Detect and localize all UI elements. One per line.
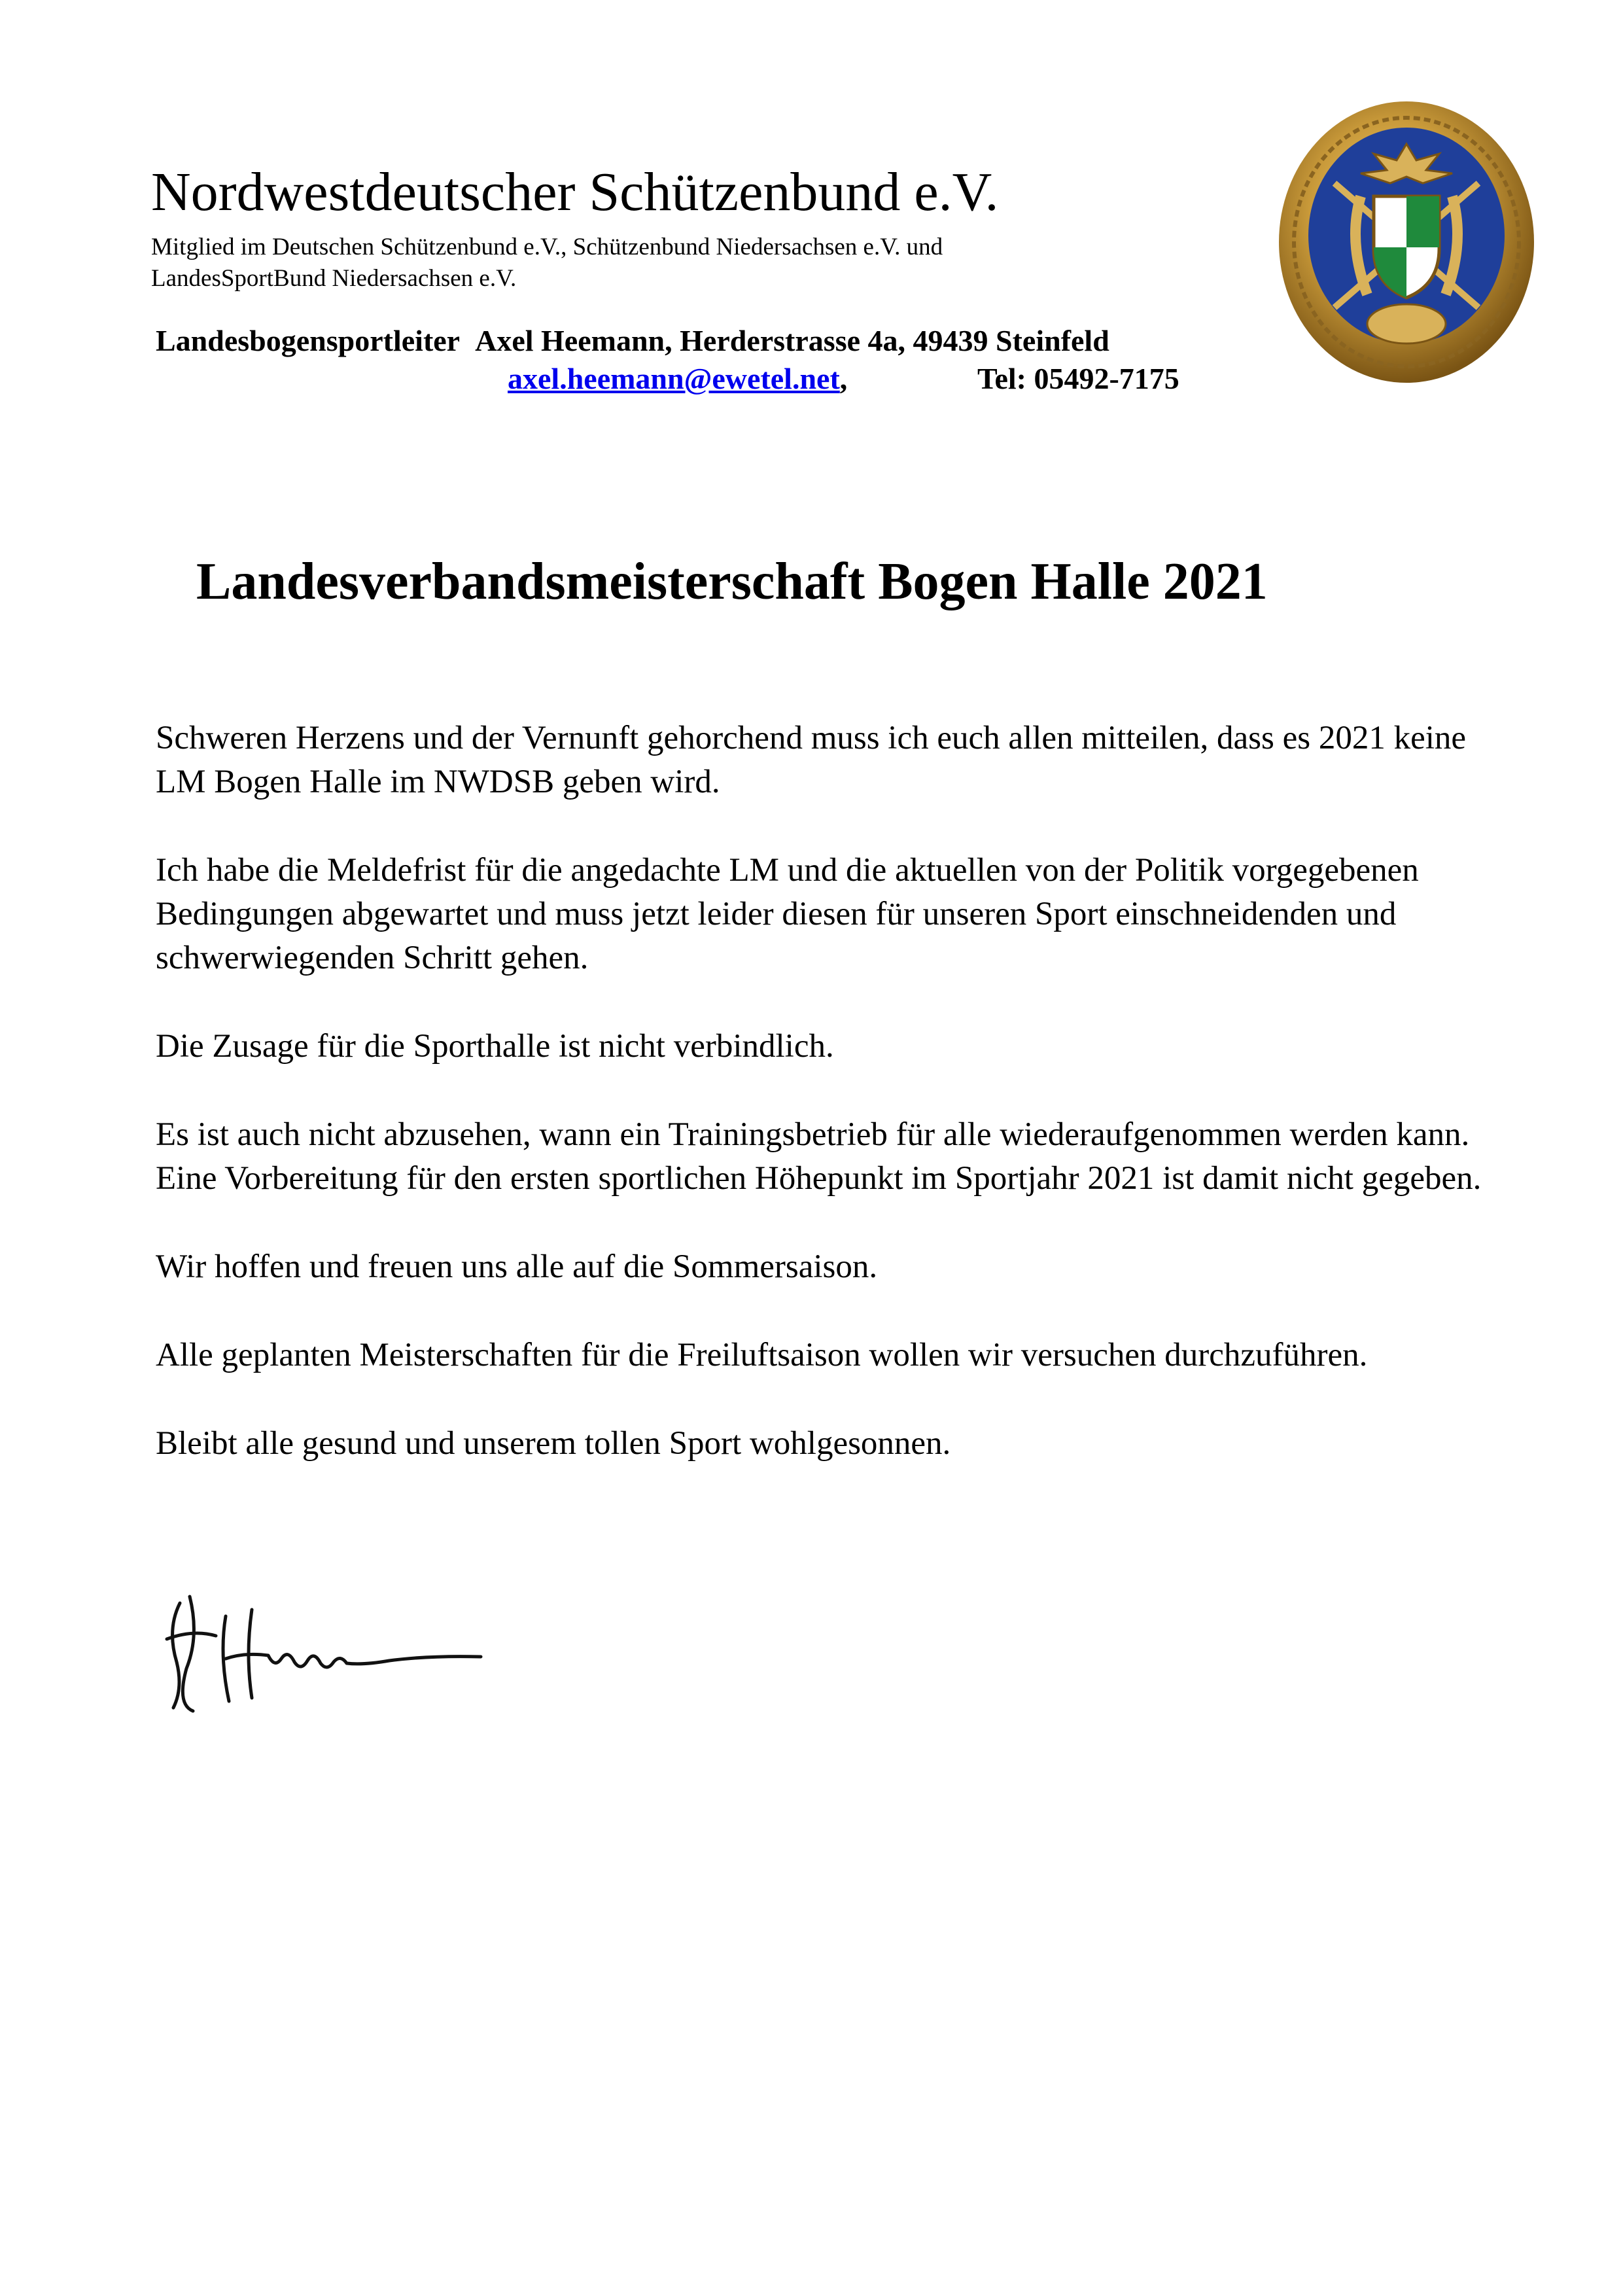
email-link[interactable]: axel.heemann@ewetel.net (508, 362, 840, 395)
paragraph: Die Zusage für die Sporthalle ist nicht verbindlich. (156, 1028, 834, 1065)
paragraph: Es ist auch nicht abzusehen, wann ein Trainingsbetrieb für alle wiederaufgenommen werden kann. Eine Vorbereitung für den ersten sportlichen Höhepunkt im Sportjahr 2021 ist damit nicht gegeben. (156, 1116, 1482, 1197)
letter-body (156, 716, 1484, 1510)
membership-line-1: Mitglied im Deutschen Schützenbund e.V., Schützenbund Niedersachsen e.V. und (151, 234, 943, 260)
leader-line (156, 322, 1109, 360)
paragraph: Wir hoffen und freuen uns alle auf die Sommersaison. (156, 1248, 878, 1285)
club-emblem-icon (1276, 98, 1537, 386)
paragraph: Ich habe die Meldefrist für die angedachte LM und die aktuellen von der Politik vorgegebenen Bedingungen abgewartet und muss jetzt leider diesen für unseren Sport einschneidenden und schwerwiegenden Schritt gehen. (156, 852, 1419, 976)
signature-icon (154, 1590, 494, 1721)
leader-role: Landesbogensportleiter (156, 324, 461, 357)
organization-name: Nordwestdeutscher Schützenbund e.V. (151, 162, 999, 222)
membership-line-2: LandesSportBund Niedersachsen e.V. (151, 265, 517, 292)
paragraph: Bleibt alle gesund und unserem tollen Sport wohlgesonnen. (156, 1425, 951, 1462)
phone-number: Tel: 05492-7175 (977, 362, 1179, 395)
paragraph: Schweren Herzens und der Vernunft gehorchend muss ich euch allen mitteilen, dass es 2021 keine LM Bogen Halle im NWDSB geben wird. (156, 720, 1467, 800)
paragraph: Alle geplanten Meisterschaften für die Freiluftsaison wollen wir versuchen durchzuführen. (156, 1337, 1368, 1373)
email-separator: , (839, 362, 848, 395)
membership-info (151, 232, 943, 294)
contact-email-line (508, 360, 847, 398)
leader-address: Axel Heemann, Herderstrasse 4a, 49439 Steinfeld (475, 324, 1109, 357)
document-title: Landesverbandsmeisterschaft Bogen Halle 2021 (196, 553, 1268, 610)
